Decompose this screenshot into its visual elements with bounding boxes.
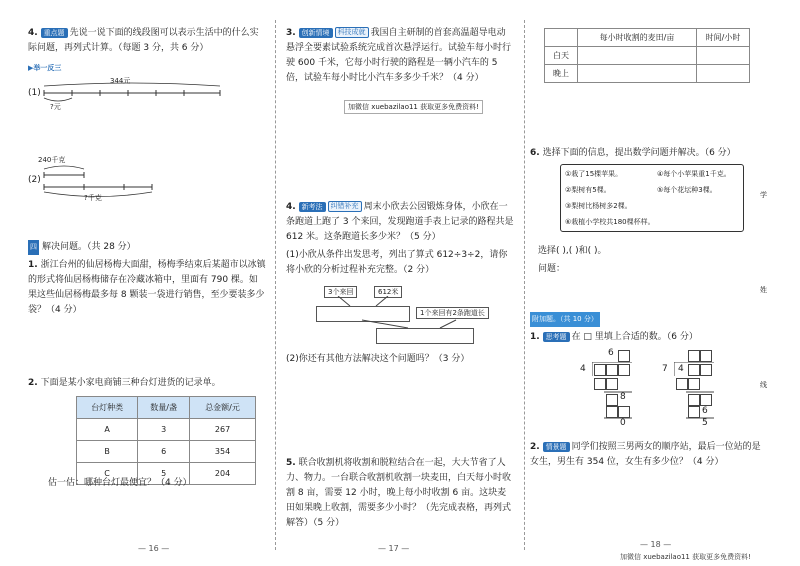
sub-heading: ▶举一反三 (28, 64, 62, 72)
table-row: A 3 267 (77, 419, 256, 441)
division-puzzle-2: 7 4 6 5 (662, 348, 732, 428)
question-4-part2: (2)你还有其他方法解决这个问题吗？（3 分） (286, 354, 470, 364)
blank-box-2[interactable] (376, 328, 474, 344)
watermark-middle: 加微信 xuebazilao11 获取更多免费资料! (344, 100, 483, 114)
blank-square[interactable] (700, 350, 712, 362)
question-5: 5. 联合收割机将收割和脱粒结合在一起，大大节省了人力、物力。一台联合收割机收割一块麦田，白天每小时收割 8 亩，需要 12 小时，晚上每小时收割 6 亩。这块麦田如果晚上收割，需要多少小时？（先完成表格，再列式解答）（5 分） (286, 458, 512, 528)
middle-page (286, 0, 516, 566)
segment-diagram-1: (1) 344元 ?元 (28, 80, 228, 120)
box-three-trips: 3个来回 (324, 286, 357, 298)
watermark-bottom: 加微信 xuebazilao11 获取更多免费资料! (620, 553, 751, 561)
question-4-middle: 4. 新考法 纠错补充 周末小欣去公园锻炼身体，小欣在一条跑道上跑了 3 个来回，发现跑道手表上记录的路程共是 612 米。这条跑道长多少米？（5 分） (286, 202, 514, 242)
table-row: 晚上 (545, 65, 750, 83)
input-cell[interactable] (578, 65, 697, 83)
input-cell[interactable] (697, 65, 750, 83)
info-board: ①栽了15棵苹果。 ④每个小苹果重1千克。 ②梨树有5棵。 ⑤每个花坛种3棵。 ③梨树比杨树多2棵。 ⑥栽植小学校共180棵杯样。 (560, 164, 744, 232)
blank-square[interactable] (688, 350, 700, 362)
input-cell[interactable] (578, 47, 697, 65)
segment-lines-1 (42, 80, 222, 120)
table-row: B 6 354 (77, 441, 256, 463)
fold-line-1 (275, 20, 276, 550)
page-number-18: — 18 — (640, 540, 672, 549)
question-6: 6. 选择下面的信息，提出数学问题并解决。（6 分） (530, 148, 736, 158)
lamp-table: 台灯种类 数量/盏 总金额/元 A 3 267 B 6 354 C 5 204 (76, 396, 256, 485)
extra-question-1: 1. 思考题 在 □ 里填上合适的数。（6 分） (530, 332, 698, 342)
table-row: 白天 (545, 47, 750, 65)
analysis-diagram (316, 286, 506, 346)
right-page (530, 0, 770, 566)
left-page (28, 0, 268, 566)
choose-line: 选择( ),( )和( )。 (538, 246, 607, 256)
blank-square[interactable] (618, 350, 630, 362)
question-4-left: 4. 重点题 先说一说下面的线段图可以表示生活中的什么实际问题，再列式计算。（每题 3 分，共 6 分） (28, 28, 259, 53)
box-one-trip: 1个来回有2条跑道长 (416, 307, 489, 319)
connector-lines (316, 296, 506, 330)
table-row: C 5 204 (77, 463, 256, 485)
harvest-table: 每小时收割的麦田/亩 时间/小时 白天 晚上 (544, 28, 750, 83)
extra-heading: 附加题。（共 10 分） (530, 312, 603, 327)
side-label-1: 学 (760, 191, 767, 199)
input-cell[interactable] (697, 47, 750, 65)
side-label-3: 线 (760, 381, 767, 389)
extra-question-2: 2. 情景题 同学们按照三男两女的顺序站，最后一位站的是女生，男生有 354 位，女生有多少位？（4 分） (530, 442, 761, 467)
question-2-ask: 估一估：哪种台灯最便宜？（4 分） (48, 478, 192, 488)
question-1: 1. 浙江台州的仙居杨梅大面甜，杨梅季结束后某超市以冰镇的形式将仙居杨梅储存在冷藏冰箱中，里面有 790 棵。如果这些仙居杨梅最多每 8 颗装一袋进行销售，至少要装多少袋？（4 分） (28, 260, 266, 315)
question-line: 问题： (538, 264, 566, 274)
division-puzzle-1: 6 4 8 0 (580, 348, 650, 428)
question-2: 2. 下面是某小家电商铺三种台灯进货的记录单。 (28, 378, 221, 388)
question-4-part1: (1)小欣从条件出发思考，列出了算式 612÷3÷2，请你将小欣的分析过程补充完整。（2 分） (286, 250, 508, 275)
section-heading: 四 解决问题。（共 28 分） (28, 240, 136, 255)
page-number-17: — 17 — (378, 544, 410, 553)
box-612m: 612米 (374, 286, 402, 298)
side-label-2: 姓 (760, 286, 767, 294)
segment-diagram-2: 240千克 (2) ?千克 (28, 155, 228, 205)
question-3: 3. 创新情境 科技成就 我国自主研制的首套高温超导电动悬浮全要素试验系统完成首次悬浮运行。试验车每小时行驶 600 千米，它每小时行驶的路程是一辆小汽车的 5 倍，试验车每小时比小汽车多多少千米？（4 分） (286, 28, 512, 83)
fold-line-2 (524, 20, 525, 550)
segment-lines-2 (42, 163, 162, 203)
key-tag: 重点题 (41, 28, 68, 38)
page-number-16: — 16 — (138, 544, 170, 553)
